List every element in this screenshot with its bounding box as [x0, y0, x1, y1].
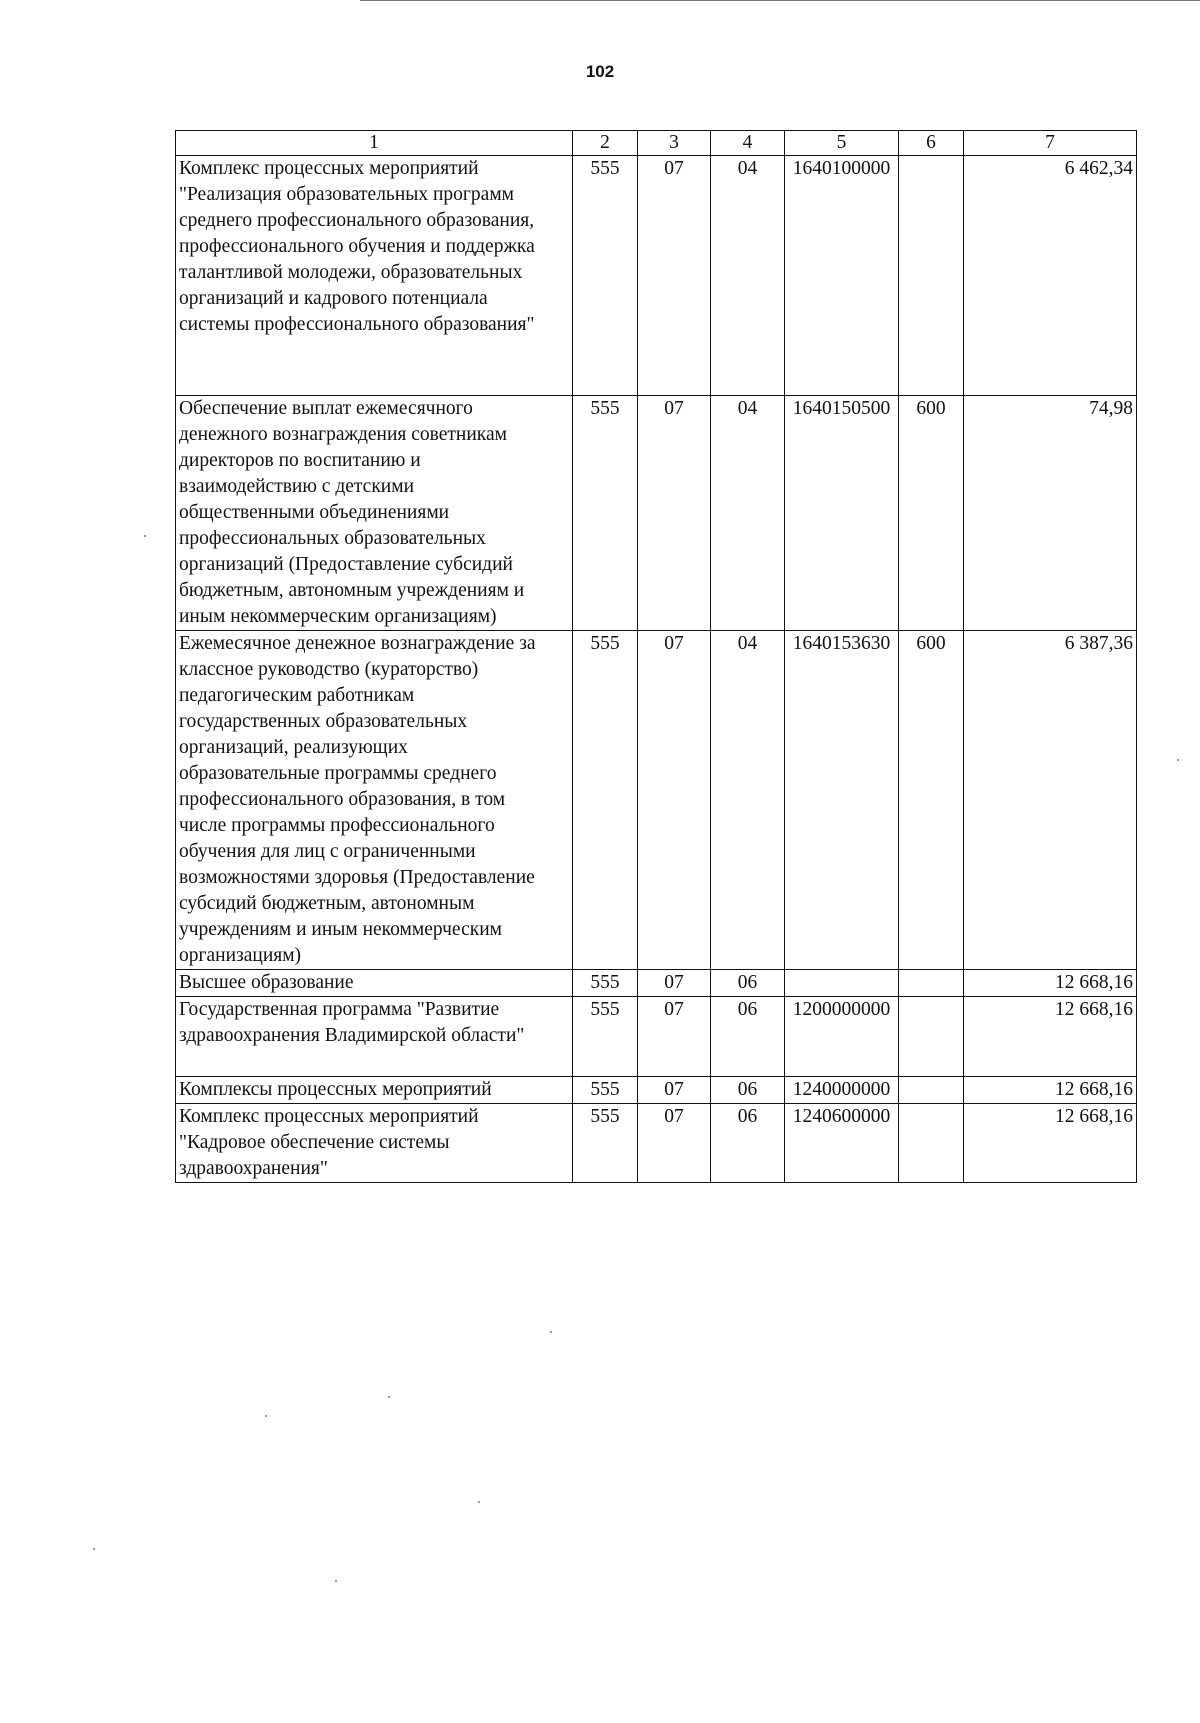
row-cell-col4: 04 — [711, 396, 785, 631]
row-cell-col3: 07 — [638, 997, 711, 1077]
scan-speck — [1177, 759, 1179, 761]
row-name-cell: Обеспечение выплат ежемесячного денежного вознаграждения советникам директоров по воспитанию и взаимодействию с детскими общественными объединениями профессиональных образовательных организаций (Предоставление субсидий бюджетным, автономным учреждениям и иным некоммерческим организациям) — [176, 396, 573, 631]
scan-speck — [550, 1331, 552, 1333]
row-cell-col4: 04 — [711, 156, 785, 396]
row-cell-col2: 555 — [573, 997, 638, 1077]
row-cell-col3: 07 — [638, 1077, 711, 1104]
scan-speck — [144, 535, 146, 537]
row-cell-col2: 555 — [573, 1077, 638, 1104]
row-cell-col4: 06 — [711, 970, 785, 997]
row-cell-col5: 1200000000 — [785, 997, 899, 1077]
row-cell-col7: 12 668,16 — [964, 1077, 1137, 1104]
header-cell-5: 5 — [785, 131, 899, 156]
row-cell-col3: 07 — [638, 1104, 711, 1183]
row-cell-col4: 04 — [711, 631, 785, 970]
row-cell-col3: 07 — [638, 396, 711, 631]
row-cell-col7: 74,98 — [964, 396, 1137, 631]
table-row — [176, 1077, 1137, 1104]
row-cell-col6 — [899, 156, 964, 396]
row-cell-col5: 1640153630 — [785, 631, 899, 970]
row-cell-col6: 600 — [899, 631, 964, 970]
budget-table — [175, 130, 1137, 1183]
row-cell-col7: 12 668,16 — [964, 1104, 1137, 1183]
table-row — [176, 396, 1137, 631]
header-cell-2: 2 — [573, 131, 638, 156]
row-name-cell: Государственная программа "Развитие здравоохранения Владимирской области" — [176, 997, 573, 1077]
scan-speck — [478, 1501, 480, 1503]
row-cell-col3: 07 — [638, 156, 711, 396]
row-cell-col2: 555 — [573, 970, 638, 997]
row-cell-col4: 06 — [711, 1077, 785, 1104]
row-cell-col5: 1640100000 — [785, 156, 899, 396]
row-cell-col6 — [899, 1077, 964, 1104]
row-name-cell: Комплекс процессных мероприятий "Кадровое обеспечение системы здравоохранения" — [176, 1104, 573, 1183]
table-row — [176, 1104, 1137, 1183]
scan-speck — [335, 1580, 337, 1582]
row-cell-col3: 07 — [638, 631, 711, 970]
scan-speck — [93, 1548, 95, 1550]
table-row — [176, 631, 1137, 970]
row-name-cell: Комплексы процессных мероприятий — [176, 1077, 573, 1104]
page-number: 102 — [585, 62, 615, 81]
header-cell-6: 6 — [899, 131, 964, 156]
table-row — [176, 156, 1137, 396]
row-cell-col2: 555 — [573, 1104, 638, 1183]
row-cell-col6: 600 — [899, 396, 964, 631]
header-cell-1: 1 — [176, 131, 573, 156]
row-cell-col5: 1240600000 — [785, 1104, 899, 1183]
scan-speck — [388, 1396, 390, 1398]
row-cell-col7: 6 387,36 — [964, 631, 1137, 970]
row-name-cell: Ежемесячное денежное вознаграждение за классное руководство (кураторство) педагогическим работникам государственных образовательных организаций, реализующих образовательные программы среднего профессионального образования, в том числе программы профессионального обучения для лиц с ограниченными возможностями здоровья (Предоставление субсидий бюджетным, автономным учреждениям и иным некоммерческим организациям) — [176, 631, 573, 970]
row-name-cell: Высшее образование — [176, 970, 573, 997]
scan-speck — [265, 1415, 267, 1417]
row-cell-col6 — [899, 997, 964, 1077]
top-edge-rule — [360, 0, 1200, 1]
row-cell-col7: 6 462,34 — [964, 156, 1137, 396]
header-cell-3: 3 — [638, 131, 711, 156]
row-cell-col5: 1240000000 — [785, 1077, 899, 1104]
row-cell-col4: 06 — [711, 997, 785, 1077]
row-cell-col3: 07 — [638, 970, 711, 997]
table-row — [176, 970, 1137, 997]
row-name-cell: Комплекс процессных мероприятий "Реализация образовательных программ среднего профессионального образования, профессионального обучения и поддержка талантливой молодежи, образовательных организаций и кадрового потенциала системы профессионального образования" — [176, 156, 573, 396]
row-cell-col7: 12 668,16 — [964, 970, 1137, 997]
row-cell-col2: 555 — [573, 396, 638, 631]
header-row — [176, 131, 1137, 156]
table-row — [176, 997, 1137, 1077]
header-cell-4: 4 — [711, 131, 785, 156]
row-cell-col4: 06 — [711, 1104, 785, 1183]
header-cell-7: 7 — [964, 131, 1137, 156]
row-cell-col6 — [899, 970, 964, 997]
row-cell-col2: 555 — [573, 631, 638, 970]
row-cell-col6 — [899, 1104, 964, 1183]
row-cell-col5 — [785, 970, 899, 997]
row-cell-col5: 1640150500 — [785, 396, 899, 631]
row-cell-col7: 12 668,16 — [964, 997, 1137, 1077]
row-cell-col2: 555 — [573, 156, 638, 396]
